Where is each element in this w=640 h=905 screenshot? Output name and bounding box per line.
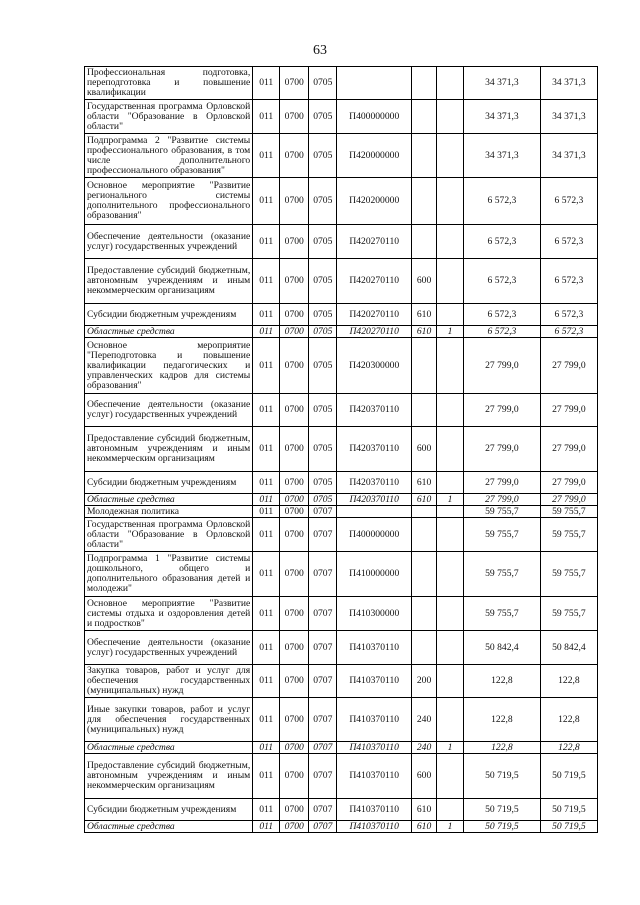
- section-code: 0700: [280, 665, 309, 698]
- funding-source-code: [437, 394, 464, 427]
- amount-year-1: 59 755,7: [464, 552, 541, 597]
- amount-year-2: 6 572,3: [540, 259, 597, 304]
- table-row: [85, 326, 598, 338]
- row-name: Основное мероприятие "Развитие регионального системы дополнительного профессионального образования": [85, 178, 253, 225]
- row-name: Основное мероприятие "Развитие системы отдыха и оздоровления детей и подростков": [85, 597, 253, 631]
- amount-year-2: 50 719,5: [540, 821, 597, 833]
- row-name: Субсидии бюджетным учреждениям: [85, 472, 253, 494]
- amount-year-1: 34 371,3: [464, 67, 541, 100]
- amount-year-2: 6 572,3: [540, 225, 597, 259]
- table-row: [85, 394, 598, 427]
- subsection-code: 0705: [309, 225, 337, 259]
- table-row: [85, 518, 598, 552]
- expense-type-code: [412, 631, 437, 665]
- amount-year-1: 50 719,5: [464, 799, 541, 821]
- target-article-code: П410300000: [337, 597, 412, 631]
- section-code: 0700: [280, 472, 309, 494]
- target-article-code: П410370110: [337, 742, 412, 754]
- grbs-code: 011: [253, 326, 280, 338]
- section-code: 0700: [280, 394, 309, 427]
- target-article-code: П420370110: [337, 427, 412, 472]
- expense-type-code: 240: [412, 698, 437, 742]
- row-name: Областные средства: [85, 326, 253, 338]
- expense-type-code: 610: [412, 799, 437, 821]
- amount-year-2: 34 371,3: [540, 100, 597, 134]
- amount-year-2: 27 799,0: [540, 427, 597, 472]
- expense-type-code: 610: [412, 821, 437, 833]
- section-code: 0700: [280, 67, 309, 100]
- section-code: 0700: [280, 631, 309, 665]
- amount-year-1: 34 371,3: [464, 100, 541, 134]
- subsection-code: 0707: [309, 754, 337, 799]
- funding-source-code: [437, 472, 464, 494]
- grbs-code: 011: [253, 552, 280, 597]
- subsection-code: 0707: [309, 597, 337, 631]
- row-name: Обеспечение деятельности (оказание услуг) государственных учреждений: [85, 225, 253, 259]
- expense-type-code: [412, 338, 437, 394]
- target-article-code: П420370110: [337, 394, 412, 427]
- grbs-code: 011: [253, 799, 280, 821]
- page-number: 63: [313, 43, 327, 58]
- subsection-code: 0707: [309, 552, 337, 597]
- table-row: [85, 506, 598, 518]
- subsection-code: 0707: [309, 631, 337, 665]
- table-row: [85, 597, 598, 631]
- grbs-code: 011: [253, 665, 280, 698]
- amount-year-2: 50 719,5: [540, 754, 597, 799]
- row-name: Подпрограмма 2 "Развитие системы профессионального образования, в том числе дополнительного профессионального образования": [85, 134, 253, 178]
- grbs-code: 011: [253, 597, 280, 631]
- grbs-code: 011: [253, 472, 280, 494]
- table-row: [85, 799, 598, 821]
- grbs-code: 011: [253, 631, 280, 665]
- section-code: 0700: [280, 134, 309, 178]
- expense-type-code: 610: [412, 326, 437, 338]
- expense-type-code: [412, 552, 437, 597]
- target-article-code: П410370110: [337, 665, 412, 698]
- grbs-code: 011: [253, 338, 280, 394]
- subsection-code: 0707: [309, 506, 337, 518]
- target-article-code: П420370110: [337, 494, 412, 506]
- table-row: [85, 178, 598, 225]
- funding-source-code: [437, 134, 464, 178]
- funding-source-code: 1: [437, 742, 464, 754]
- row-name: Закупка товаров, работ и услуг для обеспечения государственных (муниципальных) нужд: [85, 665, 253, 698]
- amount-year-1: 6 572,3: [464, 259, 541, 304]
- table-row: [85, 100, 598, 134]
- target-article-code: П420000000: [337, 134, 412, 178]
- row-name: Предоставление субсидий бюджетным, автономным учреждениям и иным некоммерческим организациям: [85, 754, 253, 799]
- amount-year-1: 27 799,0: [464, 394, 541, 427]
- funding-source-code: [437, 67, 464, 100]
- table-row: [85, 552, 598, 597]
- subsection-code: 0705: [309, 494, 337, 506]
- amount-year-1: 6 572,3: [464, 178, 541, 225]
- amount-year-2: 50 719,5: [540, 799, 597, 821]
- amount-year-1: 59 755,7: [464, 597, 541, 631]
- section-code: 0700: [280, 427, 309, 472]
- subsection-code: 0705: [309, 67, 337, 100]
- funding-source-code: [437, 338, 464, 394]
- expense-type-code: 600: [412, 427, 437, 472]
- grbs-code: 011: [253, 304, 280, 326]
- grbs-code: 011: [253, 67, 280, 100]
- subsection-code: 0705: [309, 100, 337, 134]
- section-code: 0700: [280, 178, 309, 225]
- amount-year-2: 122,8: [540, 742, 597, 754]
- subsection-code: 0705: [309, 178, 337, 225]
- amount-year-1: 59 755,7: [464, 518, 541, 552]
- budget-table: [84, 66, 598, 833]
- subsection-code: 0705: [309, 427, 337, 472]
- amount-year-1: 6 572,3: [464, 304, 541, 326]
- amount-year-2: 34 371,3: [540, 67, 597, 100]
- row-name: Предоставление субсидий бюджетным, автономным учреждениям и иным некоммерческим организациям: [85, 259, 253, 304]
- subsection-code: 0707: [309, 742, 337, 754]
- target-article-code: П410370110: [337, 754, 412, 799]
- funding-source-code: 1: [437, 494, 464, 506]
- grbs-code: 011: [253, 518, 280, 552]
- subsection-code: 0705: [309, 259, 337, 304]
- table-row: [85, 742, 598, 754]
- expense-type-code: [412, 506, 437, 518]
- funding-source-code: 1: [437, 821, 464, 833]
- section-code: 0700: [280, 754, 309, 799]
- amount-year-2: 6 572,3: [540, 178, 597, 225]
- section-code: 0700: [280, 597, 309, 631]
- table-row: [85, 259, 598, 304]
- amount-year-2: 27 799,0: [540, 394, 597, 427]
- funding-source-code: [437, 698, 464, 742]
- table-row: [85, 304, 598, 326]
- grbs-code: 011: [253, 394, 280, 427]
- funding-source-code: [437, 518, 464, 552]
- table-row: [85, 665, 598, 698]
- subsection-code: 0705: [309, 134, 337, 178]
- row-name: Подпрограмма 1 "Развитие системы дошкольного, общего и дополнительного образования детей и молодежи": [85, 552, 253, 597]
- table-row: [85, 427, 598, 472]
- subsection-code: 0705: [309, 394, 337, 427]
- section-code: 0700: [280, 742, 309, 754]
- grbs-code: 011: [253, 698, 280, 742]
- section-code: 0700: [280, 698, 309, 742]
- grbs-code: 011: [253, 225, 280, 259]
- row-name: Предоставление субсидий бюджетным, автономным учреждениям и иным некоммерческим организациям: [85, 427, 253, 472]
- table-row: [85, 631, 598, 665]
- subsection-code: 0707: [309, 518, 337, 552]
- funding-source-code: [437, 552, 464, 597]
- row-name: Областные средства: [85, 821, 253, 833]
- target-article-code: П410000000: [337, 552, 412, 597]
- subsection-code: 0707: [309, 665, 337, 698]
- amount-year-2: 27 799,0: [540, 338, 597, 394]
- funding-source-code: [437, 427, 464, 472]
- section-code: 0700: [280, 259, 309, 304]
- grbs-code: 011: [253, 754, 280, 799]
- table-row: [85, 67, 598, 100]
- subsection-code: 0705: [309, 326, 337, 338]
- target-article-code: П420270110: [337, 326, 412, 338]
- funding-source-code: [437, 597, 464, 631]
- expense-type-code: 600: [412, 259, 437, 304]
- subsection-code: 0707: [309, 799, 337, 821]
- target-article-code: [337, 506, 412, 518]
- target-article-code: П410370110: [337, 821, 412, 833]
- target-article-code: П410370110: [337, 698, 412, 742]
- amount-year-2: 6 572,3: [540, 304, 597, 326]
- grbs-code: 011: [253, 100, 280, 134]
- grbs-code: 011: [253, 427, 280, 472]
- section-code: 0700: [280, 506, 309, 518]
- subsection-code: 0707: [309, 821, 337, 833]
- expense-type-code: 610: [412, 494, 437, 506]
- expense-type-code: [412, 100, 437, 134]
- budget-table-body: [85, 67, 598, 833]
- amount-year-2: 122,8: [540, 665, 597, 698]
- amount-year-1: 27 799,0: [464, 472, 541, 494]
- table-row: [85, 225, 598, 259]
- amount-year-2: 50 842,4: [540, 631, 597, 665]
- target-article-code: [337, 67, 412, 100]
- expense-type-code: [412, 134, 437, 178]
- funding-source-code: [437, 100, 464, 134]
- expense-type-code: 610: [412, 304, 437, 326]
- section-code: 0700: [280, 494, 309, 506]
- grbs-code: 011: [253, 259, 280, 304]
- amount-year-2: 27 799,0: [540, 472, 597, 494]
- amount-year-2: 122,8: [540, 698, 597, 742]
- amount-year-2: 6 572,3: [540, 326, 597, 338]
- funding-source-code: [437, 225, 464, 259]
- funding-source-code: [437, 631, 464, 665]
- row-name: Молодежная политика: [85, 506, 253, 518]
- target-article-code: П420270110: [337, 225, 412, 259]
- row-name: Иные закупки товаров, работ и услуг для обеспечения государственных (муниципальных) нужд: [85, 698, 253, 742]
- row-name: Обеспечение деятельности (оказание услуг) государственных учреждений: [85, 394, 253, 427]
- row-name: Государственная программа Орловской области "Образование в Орловской области": [85, 518, 253, 552]
- funding-source-code: [437, 665, 464, 698]
- expense-type-code: [412, 67, 437, 100]
- funding-source-code: [437, 178, 464, 225]
- row-name: Областные средства: [85, 742, 253, 754]
- target-article-code: П420370110: [337, 472, 412, 494]
- target-article-code: П420270110: [337, 304, 412, 326]
- amount-year-1: 122,8: [464, 742, 541, 754]
- subsection-code: 0705: [309, 338, 337, 394]
- amount-year-1: 59 755,7: [464, 506, 541, 518]
- subsection-code: 0707: [309, 698, 337, 742]
- amount-year-1: 6 572,3: [464, 326, 541, 338]
- amount-year-2: 27 799,0: [540, 494, 597, 506]
- row-name: Государственная программа Орловской области "Образование в Орловской области": [85, 100, 253, 134]
- amount-year-1: 50 719,5: [464, 754, 541, 799]
- row-name: Субсидии бюджетным учреждениям: [85, 304, 253, 326]
- section-code: 0700: [280, 518, 309, 552]
- grbs-code: 011: [253, 134, 280, 178]
- amount-year-1: 27 799,0: [464, 494, 541, 506]
- row-name: Основное мероприятие "Переподготовка и повышение квалификации педагогических и управленческих кадров для системы образования": [85, 338, 253, 394]
- expense-type-code: 600: [412, 754, 437, 799]
- amount-year-1: 34 371,3: [464, 134, 541, 178]
- expense-type-code: 240: [412, 742, 437, 754]
- row-name: Областные средства: [85, 494, 253, 506]
- grbs-code: 011: [253, 178, 280, 225]
- table-row: [85, 698, 598, 742]
- expense-type-code: [412, 178, 437, 225]
- expense-type-code: 610: [412, 472, 437, 494]
- amount-year-1: 6 572,3: [464, 225, 541, 259]
- amount-year-1: 122,8: [464, 698, 541, 742]
- funding-source-code: [437, 799, 464, 821]
- amount-year-2: 59 755,7: [540, 506, 597, 518]
- row-name: Субсидии бюджетным учреждениям: [85, 799, 253, 821]
- target-article-code: П420300000: [337, 338, 412, 394]
- grbs-code: 011: [253, 494, 280, 506]
- subsection-code: 0705: [309, 304, 337, 326]
- amount-year-1: 122,8: [464, 665, 541, 698]
- table-row: [85, 494, 598, 506]
- funding-source-code: [437, 506, 464, 518]
- grbs-code: 011: [253, 821, 280, 833]
- amount-year-2: 34 371,3: [540, 134, 597, 178]
- row-name: Профессиональная подготовка, переподготовка и повышение квалификации: [85, 67, 253, 100]
- table-row: [85, 472, 598, 494]
- row-name: Обеспечение деятельности (оказание услуг) государственных учреждений: [85, 631, 253, 665]
- section-code: 0700: [280, 799, 309, 821]
- amount-year-1: 50 719,5: [464, 821, 541, 833]
- target-article-code: П410370110: [337, 631, 412, 665]
- expense-type-code: [412, 225, 437, 259]
- section-code: 0700: [280, 304, 309, 326]
- target-article-code: П400000000: [337, 100, 412, 134]
- section-code: 0700: [280, 338, 309, 394]
- expense-type-code: 200: [412, 665, 437, 698]
- table-row: [85, 338, 598, 394]
- section-code: 0700: [280, 225, 309, 259]
- target-article-code: П400000000: [337, 518, 412, 552]
- table-row: [85, 821, 598, 833]
- funding-source-code: [437, 259, 464, 304]
- amount-year-2: 59 755,7: [540, 597, 597, 631]
- subsection-code: 0705: [309, 472, 337, 494]
- expense-type-code: [412, 394, 437, 427]
- expense-type-code: [412, 518, 437, 552]
- funding-source-code: 1: [437, 326, 464, 338]
- target-article-code: П410370110: [337, 799, 412, 821]
- section-code: 0700: [280, 552, 309, 597]
- grbs-code: 011: [253, 742, 280, 754]
- table-row: [85, 134, 598, 178]
- amount-year-1: 27 799,0: [464, 338, 541, 394]
- amount-year-2: 59 755,7: [540, 518, 597, 552]
- amount-year-1: 27 799,0: [464, 427, 541, 472]
- funding-source-code: [437, 754, 464, 799]
- grbs-code: 011: [253, 506, 280, 518]
- target-article-code: П420200000: [337, 178, 412, 225]
- table-row: [85, 754, 598, 799]
- target-article-code: П420270110: [337, 259, 412, 304]
- section-code: 0700: [280, 821, 309, 833]
- section-code: 0700: [280, 326, 309, 338]
- expense-type-code: [412, 597, 437, 631]
- funding-source-code: [437, 304, 464, 326]
- section-code: 0700: [280, 100, 309, 134]
- amount-year-1: 50 842,4: [464, 631, 541, 665]
- amount-year-2: 59 755,7: [540, 552, 597, 597]
